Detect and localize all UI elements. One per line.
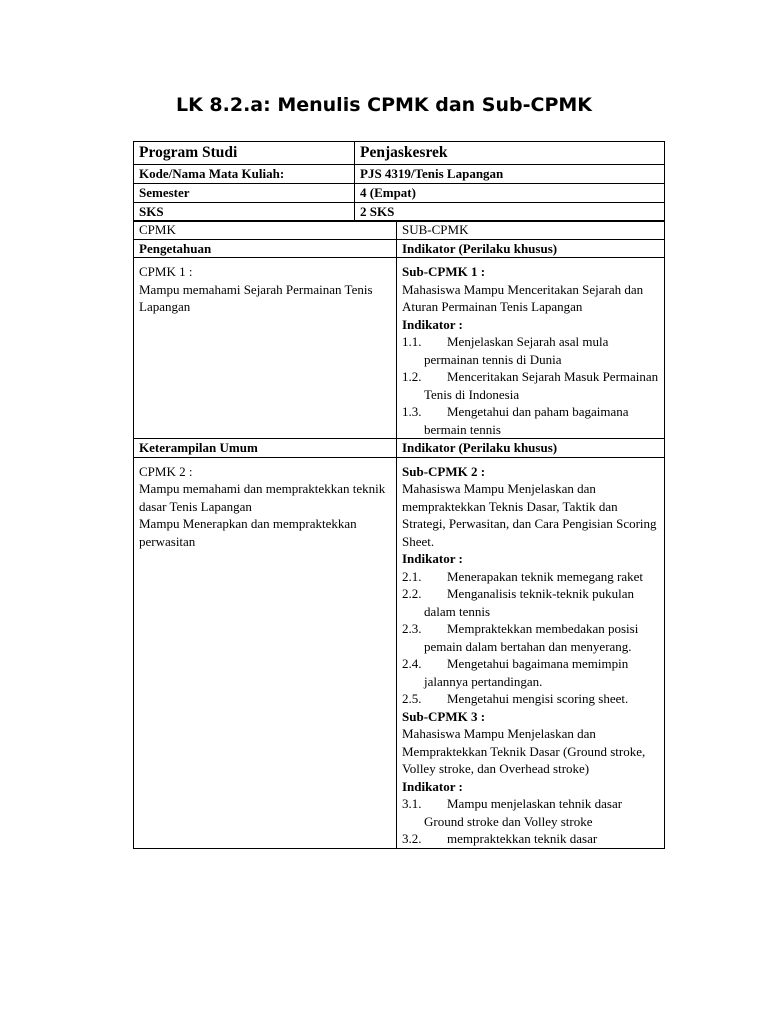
- info-value: 4 (Empat): [355, 184, 665, 203]
- indicator-item: 3.2. mempraktekkan teknik dasar: [402, 831, 598, 846]
- indicator-item: 2.5. Mengetahui mengisi scoring sheet.: [402, 691, 629, 706]
- cpmk-table: [133, 220, 665, 849]
- cpmk-label: CPMK 2 :: [139, 463, 193, 479]
- sub-cpmk-text: Mahasiswa Mampu Menjelaskan dan mempraktekkan Teknis Dasar, Taktik dan Strategi, Perwasitan, dan Cara Pengisian Scoring Sheet.: [402, 481, 657, 549]
- indicator-item: 2.2. Menganalisis teknik-teknik pukulan dalam tennis: [402, 586, 635, 619]
- column-header-row: [134, 221, 665, 240]
- indicator-item: 1.3. Mengetahui dan paham bagaimana bermain tennis: [402, 404, 629, 437]
- cpmk-text: Mampu memahami dan mempraktekkan teknik dasar Tenis Lapangan: [139, 481, 386, 514]
- indicator-item: 3.1. Mampu menjelaskan tehnik dasar Ground stroke dan Volley stroke: [402, 796, 623, 829]
- indikator-header: Indikator (Perilaku khusus): [397, 239, 665, 258]
- indikator-label: Indikator :: [402, 551, 463, 566]
- section-row: [134, 258, 665, 439]
- sub-cpmk-text: Mahasiswa Mampu Menjelaskan dan Mempraktekkan Teknik Dasar (Ground stroke, Volley stroke, dan Overhead stroke): [402, 726, 646, 776]
- info-row-course: [134, 165, 665, 184]
- cpmk-column-header: CPMK: [134, 221, 397, 240]
- info-value: Penjaskesrek: [355, 142, 665, 165]
- sub-cpmk-cell: [397, 457, 665, 848]
- sub-cpmk-column-header: SUB-CPMK: [397, 221, 665, 240]
- cpmk-cell: [134, 258, 397, 439]
- section-row: [134, 457, 665, 848]
- indicator-item: 2.4. Mengetahui bagaimana memimpin jalannya pertandingan.: [402, 656, 629, 689]
- indikator-label: Indikator :: [402, 778, 463, 794]
- info-label: Kode/Nama Mata Kuliah:: [134, 165, 355, 184]
- info-label: SKS: [134, 203, 355, 222]
- sub-cpmk-cell: [397, 258, 665, 439]
- sub-cpmk-label: Sub-CPMK 2 :: [402, 463, 486, 479]
- page-title: LK 8.2.a: Menulis CPMK dan Sub-CPMK: [175, 94, 593, 116]
- section-pengetahuan-header: Pengetahuan: [134, 239, 397, 258]
- section-header-row: [134, 439, 665, 458]
- section-keterampilan-header: Keterampilan Umum: [134, 439, 397, 458]
- cpmk-cell: [134, 457, 397, 848]
- cpmk-text: Mampu memahami Sejarah Permainan Tenis Lapangan: [139, 281, 373, 314]
- sub-cpmk-label: Sub-CPMK 1 :: [402, 264, 486, 279]
- info-row-semester: [134, 184, 665, 203]
- info-label: Semester: [134, 184, 355, 203]
- info-label: Program Studi: [134, 142, 355, 165]
- info-row-program: [134, 142, 665, 165]
- info-value: 2 SKS: [355, 203, 665, 222]
- cpmk-text: Mampu Menerapkan dan mempraktekkan perwasitan: [139, 516, 357, 549]
- indicator-item: 2.1. Menerapakan teknik memegang raket: [402, 568, 643, 584]
- section-header-row: [134, 239, 665, 258]
- info-row-sks: [134, 203, 665, 222]
- indicator-item: 1.1. Menjelaskan Sejarah asal mula permainan tennis di Dunia: [402, 334, 609, 367]
- indikator-header: Indikator (Perilaku khusus): [397, 439, 665, 458]
- indikator-label: Indikator :: [402, 316, 463, 332]
- sub-cpmk-text: Mahasiswa Mampu Menceritakan Sejarah dan Aturan Permainan Tenis Lapangan: [402, 281, 644, 314]
- indicator-item: 2.3. Mempraktekkan membedakan posisi pemain dalam bertahan dan menyerang.: [402, 621, 639, 654]
- info-value: PJS 4319/Tenis Lapangan: [355, 165, 665, 184]
- cpmk-label: CPMK 1 :: [139, 264, 193, 279]
- indicator-item: 1.2. Menceritakan Sejarah Masuk Permainan Tenis di Indonesia: [402, 369, 659, 402]
- sub-cpmk-label: Sub-CPMK 3 :: [402, 708, 486, 724]
- course-info-table: [133, 141, 665, 222]
